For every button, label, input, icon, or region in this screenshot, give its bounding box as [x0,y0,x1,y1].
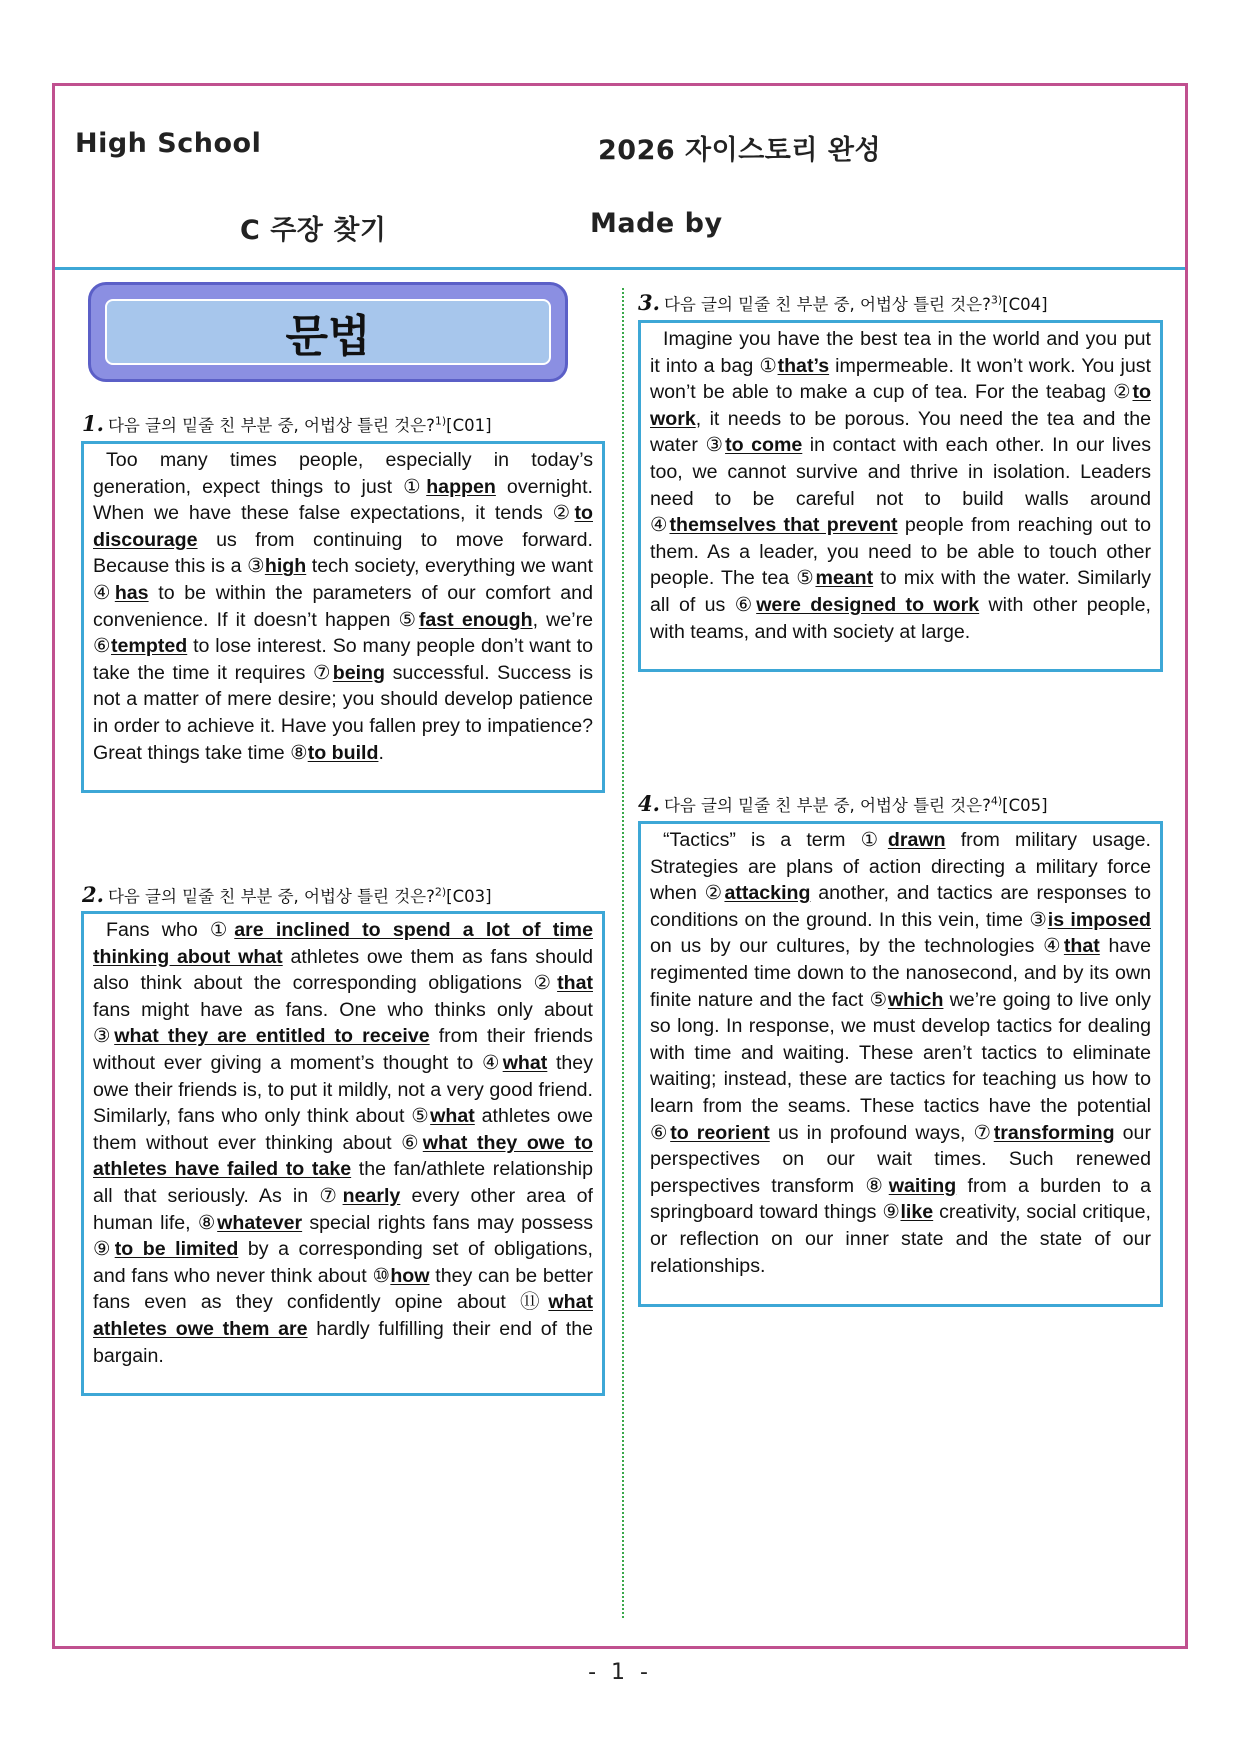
choice-marker: ② [704,882,725,905]
choice-marker: ④ [1043,935,1064,958]
choice-marker: ③ [93,1025,115,1048]
choice-marker: ⑧ [290,741,308,764]
title-badge-text: 문법 [285,311,371,362]
underlined-choice: to come [725,434,803,457]
underlined-choice: what they are entitled to receive [114,1025,430,1048]
header-school: High School [75,128,262,159]
passage-text: fans might have as fans. One who thinks only about [93,998,593,1021]
choice-marker: ⑧ [865,1174,889,1197]
underlined-choice: waiting [888,1174,957,1197]
choice-marker: ⑥ [734,593,757,616]
title-badge-inner [105,299,551,365]
question-4-passage [650,827,1151,1279]
passage-text: our perspectives on our wait times. Such renewed perspectives transform [650,1121,1151,1197]
passage-text: impermeable. It won’t work. You just won’t be able to make a cup of tea. For the teabag [650,354,1151,404]
passage-text: “Tactics” is a term [663,829,861,851]
choice-marker: ④ [93,581,115,604]
underlined-choice: attacking [724,882,811,905]
passage-text: Too many times people, especially in today’s generation, expect things to just [93,449,593,498]
choice-marker: ⑧ [197,1211,218,1234]
question-4-passage-box [638,821,1163,1307]
underlined-choice: like [900,1201,934,1224]
question-3-code: [C04] [1002,295,1048,314]
question-1-prompt: 다음 글의 밑줄 친 부분 중, 어법상 틀린 것은? [107,416,435,435]
choice-marker: ④ [650,514,670,537]
question-4-label [638,791,1048,816]
underlined-choice: that [557,972,593,995]
choice-marker: ⑩ [372,1264,391,1287]
choice-marker: ⑥ [401,1131,423,1154]
choice-marker: ④ [481,1051,503,1074]
choice-marker: ② [1113,381,1133,404]
choice-marker: ① [403,475,427,498]
passage-text: in contact with each other. In our lives too, we cannot survive and thrive in isolation. Leaders need to be careful not to build walls around [650,434,1152,510]
question-1-code: [C01] [446,416,492,435]
underlined-choice: what [430,1105,475,1128]
underlined-choice: is imposed [1047,908,1151,931]
passage-text: Imagine you have the best tea in the world and you put it into a bag [650,328,1151,377]
underlined-choice: transforming [993,1121,1115,1144]
passage-text: they can be better fans even as they confidently opine about [93,1264,593,1314]
passage-text: they owe their friends is, to put it mildly, not a very good friend. Similarly, fans who only think about [93,1051,593,1128]
passage-text: athletes owe them as fans should also think about the corresponding obligations [93,945,594,995]
passage-text: overnight. When we have these false expectations, it tends [93,475,593,525]
underlined-choice: happen [426,475,496,498]
question-2-passage-box [81,911,605,1396]
passage-text: the fan/athlete relationship all that seriously. As in [93,1158,593,1207]
passage-text: successful. Success is not a matter of mere desire; you should develop patience in order to achieve it. Have you fallen prey to impatience? Great things take time [93,661,593,764]
question-4-code: [C05] [1002,796,1048,815]
choice-marker: ① [759,354,778,377]
question-3-passage [650,326,1151,645]
passage-text: to lose interest. So many people don’t want to take the time it requires [93,635,593,684]
underlined-choice: were designed to work [756,593,980,616]
passage-text: to be within the parameters of our comfort and convenience. If it doesn’t happen [93,581,593,631]
question-3-prompt: 다음 글의 밑줄 친 부분 중, 어법상 틀린 것은? [663,295,991,314]
passage-text: every other area of human life, [93,1184,593,1234]
choice-marker: ⑦ [973,1121,994,1144]
underlined-choice: to be limited [114,1238,239,1261]
underlined-choice: tempted [111,635,188,658]
header-made-by: Made by [590,208,723,239]
passage-text: we’re going to live only so long. In response, we must develop tactics for dealing with time and waiting. These aren’t tactics to eliminate waiting; instead, these are tactics for teaching us how to learn from the seams. These tactics have the potential [650,988,1151,1117]
passage-text: special rights fans may possess [302,1211,593,1234]
underlined-choice: being [332,661,385,684]
passage-text: . [378,741,384,764]
choice-marker: ⑥ [650,1121,671,1144]
question-4-prompt: 다음 글의 밑줄 친 부분 중, 어법상 틀린 것은? [663,796,991,815]
question-3-note: 3) [990,293,1003,307]
underlined-choice: fast enough [418,608,533,631]
choice-marker: ⑦ [313,661,333,684]
choice-marker: ① [209,919,235,941]
passage-text: from military usage. Strategies are plans of action directing a military force when [650,829,1151,905]
passage-text: by a corresponding set of obligations, and fans who never think about [93,1238,593,1287]
title-badge [88,282,568,382]
choice-marker: ⑤ [796,567,816,590]
question-4-number: 4. [638,791,660,816]
underlined-choice: are inclined to spend a lot of time thinking about what [93,919,593,968]
passage-text: another, and tactics are responses to conditions on the ground. In this vein, time [650,882,1151,931]
header-book-title: 2026 자이스토리 완성 [598,135,882,166]
underlined-choice: what [502,1051,548,1074]
underlined-choice: that’s [777,354,830,377]
choice-marker: ⑪ [520,1291,549,1314]
question-1-passage-box [81,441,605,793]
question-2-passage [93,917,593,1369]
passage-text: people from reaching out to them. As a leader, you need to be able to touch other people. The tea [650,514,1152,590]
header-rule [55,267,1185,270]
choice-marker: ① [860,829,888,851]
header-section: C 주장 찾기 [240,215,387,246]
underlined-choice: meant [815,567,874,590]
question-2-code: [C03] [446,887,492,906]
underlined-choice: nearly [342,1184,401,1207]
underlined-choice: to reorient [670,1121,770,1144]
question-1-number: 1. [82,411,104,436]
question-2-prompt: 다음 글의 밑줄 친 부분 중, 어법상 틀린 것은? [107,887,435,906]
question-2-note: 2) [434,885,447,899]
choice-marker: ③ [247,555,265,578]
column-divider [622,288,624,1618]
question-3-passage-box [638,320,1163,672]
passage-text: hardly fulfilling their end of the bargain. [93,1317,593,1367]
question-3-number: 3. [638,290,660,315]
passage-text: to mix with the water. Similarly all of us [650,567,1151,616]
passage-text: from their friends without ever giving a moment’s thought to [93,1025,593,1074]
choice-marker: ⑨ [882,1201,901,1224]
underlined-choice: what athletes owe them are [93,1291,593,1340]
underlined-choice: how [390,1264,430,1287]
underlined-choice: to work [650,381,1151,430]
choice-marker: ⑤ [411,1105,431,1128]
underlined-choice: high [264,555,307,578]
passage-text: have regimented time down to the nanosecond, and by its own finite nature and the fact [650,935,1151,1011]
underlined-choice: has [114,581,149,604]
question-3-label [638,290,1048,315]
passage-text: with other people, with teams, and with society at large. [650,593,1151,643]
underlined-choice: which [887,988,944,1011]
passage-text: tech society, everything we want [306,555,593,578]
choice-marker: ⑤ [398,608,419,631]
underlined-choice: to discourage [93,502,593,551]
question-2-label [82,882,492,907]
passage-text: from a burden to a springboard toward things [650,1174,1151,1224]
choice-marker: ⑤ [869,988,888,1011]
passage-text: on us by our cultures, by the technologies [650,935,1044,958]
page-number: - 1 - [588,1660,652,1685]
choice-marker: ⑦ [319,1184,343,1207]
passage-text: , we’re [532,608,594,631]
question-1-passage [93,447,593,766]
choice-marker: ③ [705,434,726,457]
underlined-choice: themselves that prevent [669,514,898,537]
question-1-label [82,411,492,436]
choice-marker: ⑨ [93,1238,115,1261]
passage-text: us in profound ways, [769,1121,974,1144]
underlined-choice: what they owe to athletes have failed to take [93,1131,593,1181]
passage-text: athletes owe them without ever thinking about [93,1105,593,1154]
passage-text: creativity, social critique, or reflection on our inner state and the state of our relationships. [650,1201,1151,1277]
underlined-choice: to build [307,741,379,764]
question-4-note: 4) [990,794,1003,808]
choice-marker: ② [552,502,575,525]
underlined-choice: that [1063,935,1100,958]
question-1-note: 1) [434,414,447,428]
choice-marker: ③ [1029,908,1048,931]
question-2-number: 2. [82,882,104,907]
underlined-choice: drawn [887,829,946,851]
passage-text: Fans who [106,919,210,941]
passage-text: , it needs to be porous. You need the tea and the water [650,407,1151,457]
passage-text: us from continuing to move forward. Because this is a [93,528,593,578]
underlined-choice: whatever [217,1211,303,1234]
choice-marker: ② [533,972,558,995]
choice-marker: ⑥ [93,635,111,658]
